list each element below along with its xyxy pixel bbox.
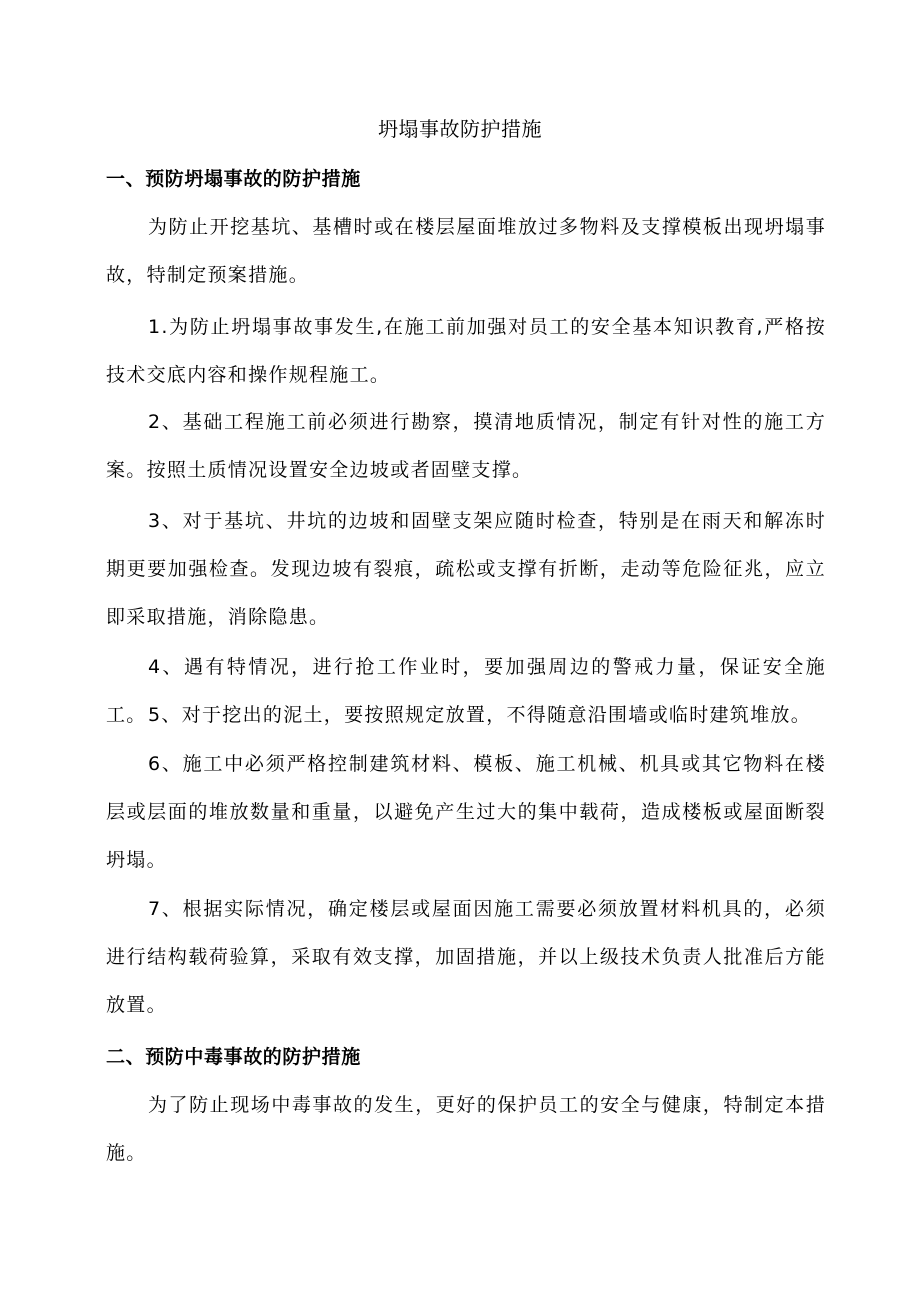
document-title: 坍塌事故防护措施 [378, 117, 542, 141]
section-2-heading: 二、预防中毒事故的防护措施 [106, 1046, 361, 1068]
measure-6-paragraph: 6、施工中必须严格控制建筑材料、模板、施工机械、机具或其它物料在楼层或层面的堆放数量和重量，以避免产生过大的集中载荷，造成楼板或屋面断裂坍塌。 [106, 753, 826, 871]
measure-5-paragraph: 5、对于挖出的泥土，要按照规定放置，不得随意沿围墙或临时建筑堆放。 [148, 704, 811, 726]
measure-7-paragraph: 7、根据实际情况，确定楼层或屋面因施工需要必须放置材料机具的，必须进行结构载荷验算，采取有效支撑，加固措施，并以上级技术负责人批准后方能放置。 [106, 898, 826, 1016]
measure-4-paragraph: 4、遇有特情况，进行抢工作业时，要加强周边的警戒力量，保证安全施工。 [106, 656, 826, 726]
section-1-heading: 一、预防坍塌事故的防护措施 [106, 168, 361, 190]
measure-2-paragraph: 2、基础工程施工前必须进行勘察，摸清地质情况，制定有针对性的施工方案。按照土质情况设置安全边坡或者固壁支撑。 [106, 411, 826, 481]
measure-3-paragraph: 3、对于基坑、井坑的边坡和固壁支架应随时检查，特别是在雨天和解冻时期更要加强检查。发现边坡有裂痕，疏松或支撑有折断，走动等危险征兆，应立即采取措施，消除隐患。 [106, 510, 826, 628]
section-2-intro-paragraph: 为了防止现场中毒事故的发生，更好的保护员工的安全与健康，特制定本措施。 [106, 1094, 826, 1164]
section-1-intro-paragraph: 为防止开挖基坑、基槽时或在楼层屋面堆放过多物料及支撑模板出现坍塌事故，特制定预案措施。 [106, 216, 826, 286]
measure-1-paragraph: 1.为防止坍塌事故事发生,在施工前加强对员工的安全基本知识教育,严格按技术交底内容和操作规程施工。 [106, 316, 826, 386]
